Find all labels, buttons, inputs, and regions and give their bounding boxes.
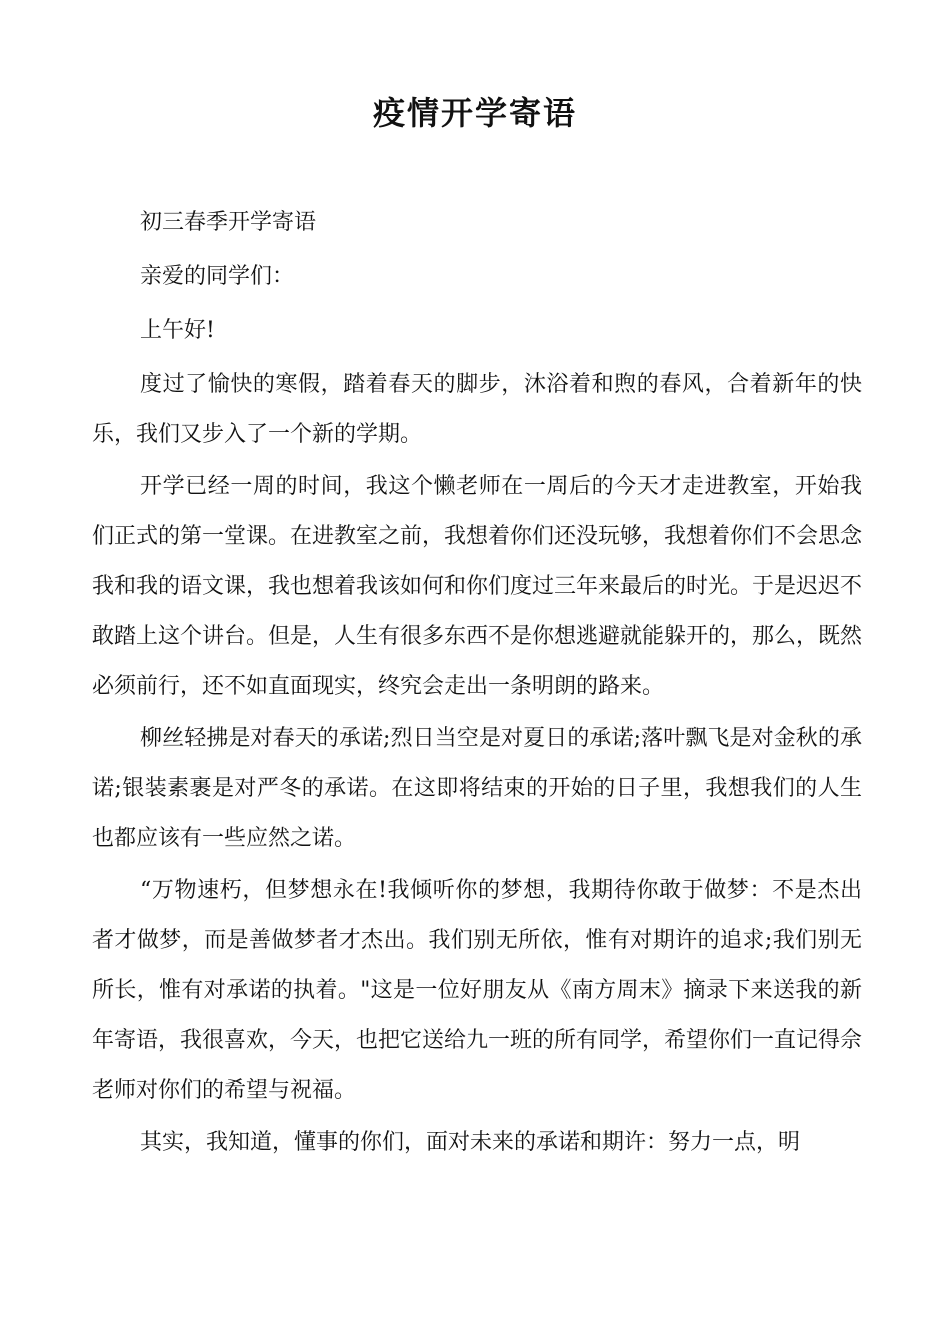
- document-body: [92, 198, 862, 1168]
- paragraph: “万物速朽，但梦想永在!我倾听你的梦想，我期待你敢于做梦：不是杰出者才做梦，而是善做梦者才杰出。我们别无所依，惟有对期许的追求;我们别无所长，惟有对承诺的执着。"这是一位好朋友从《南方周末》摘录下来送我的新年寄语，我很喜欢，今天，也把它送给九一班的所有同学，希望你们一直记得佘老师对你们的希望与祝福。: [92, 878, 863, 1103]
- subtitle-line: 初三春季开学寄语: [140, 210, 317, 235]
- paragraph: 开学已经一周的时间，我这个懒老师在一周后的今天才走进教室，开始我们正式的第一堂课。在进教室之前，我想着你们还没玩够，我想着你们不会思念我和我的语文课，我也想着我该如何和你们度过三年来最后的时光。于是迟迟不敢踏上这个讲台。但是，人生有很多东西不是你想逃避就能躲开的，那么，既然必须前行，还不如直面现实，终究会走出一条明朗的路来。: [92, 474, 863, 699]
- paragraph: 其实，我知道，懂事的你们，面对未来的承诺和期许：努力一点，明: [140, 1130, 801, 1155]
- salutation-line: 上午好!: [140, 318, 215, 343]
- paragraph: 柳丝轻拂是对春天的承诺;烈日当空是对夏日的承诺;落叶飘飞是对金秋的承诺;银装素裹是对严冬的承诺。在这即将结束的开始的日子里，我想我们的人生也都应该有一些应然之诺。: [92, 726, 862, 851]
- paragraph: 度过了愉快的寒假，踏着春天的脚步，沐浴着和煦的春风，合着新年的快乐，我们又步入了一个新的学期。: [92, 372, 862, 447]
- document-title: 疫情开学寄语: [372, 94, 577, 132]
- greeting-line: 亲爱的同学们：: [140, 264, 295, 289]
